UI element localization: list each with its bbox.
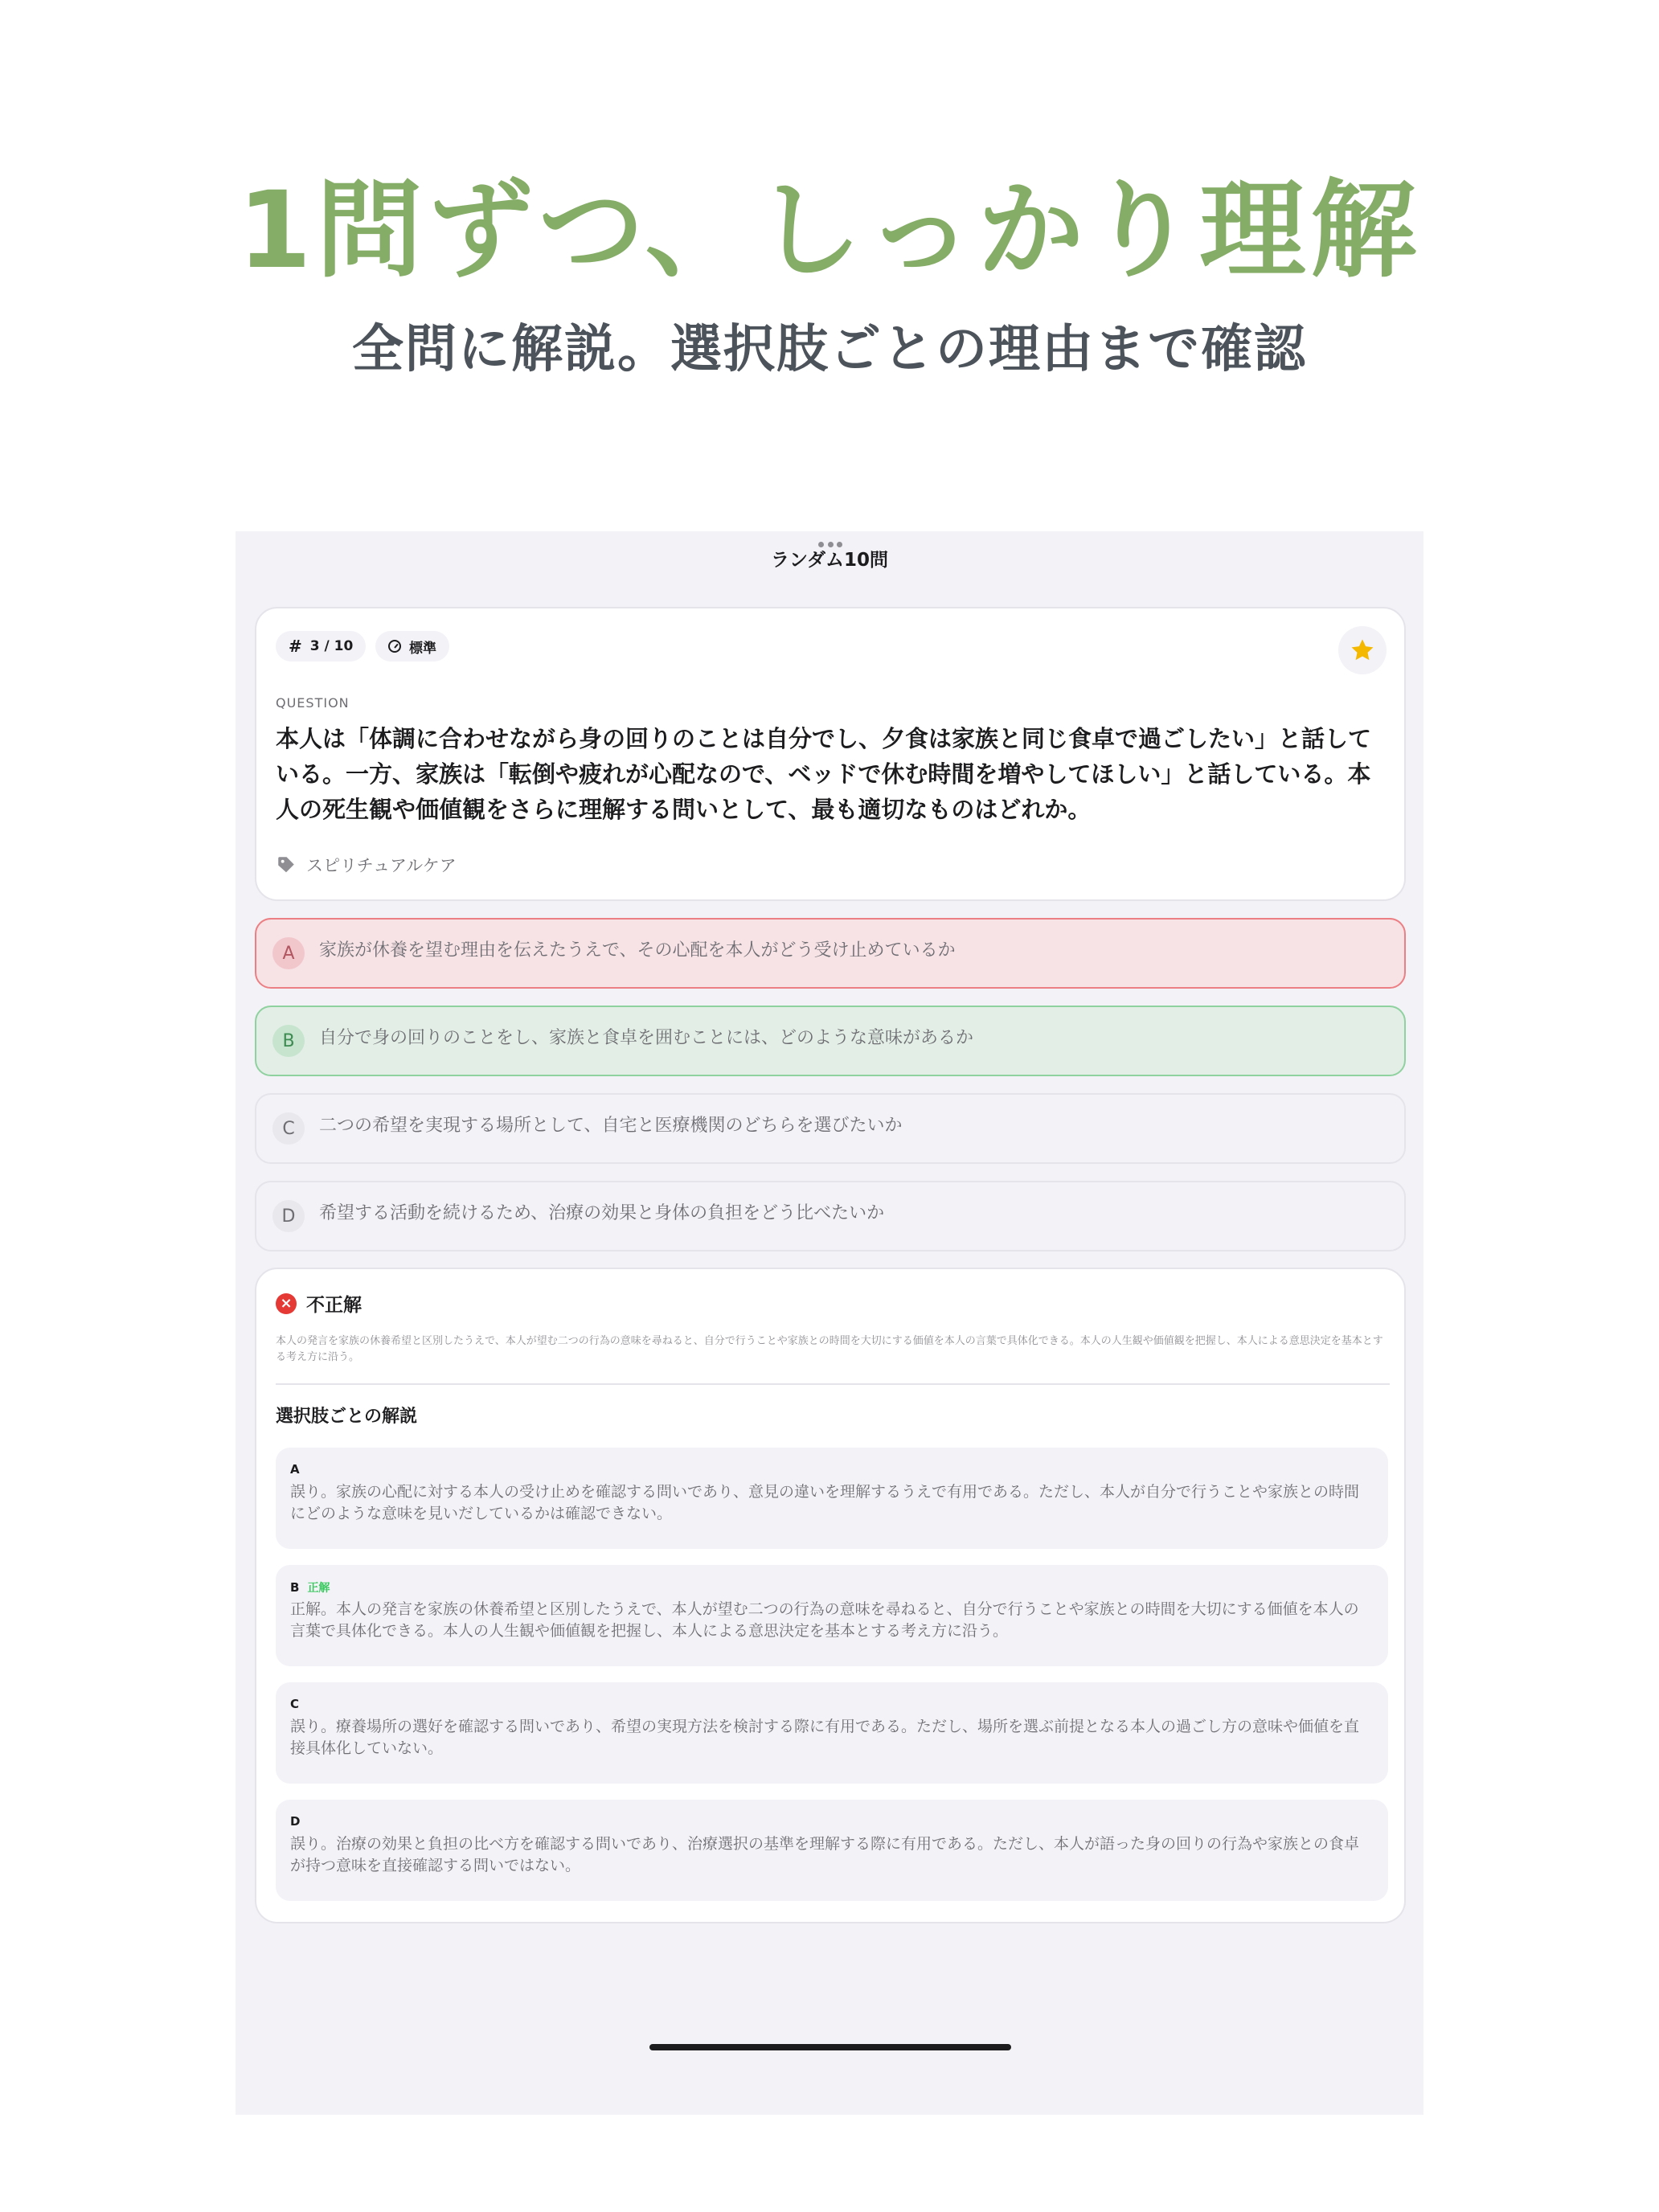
divider	[276, 1383, 1390, 1385]
explanation-card	[255, 1268, 1406, 1923]
explanation-text: 誤り。治療の効果と負担の比べ方を確認する問いであり、治療選択の基準を理解する際に有用である。ただし、本人が語った身の回りの行為や家族との食卓が持つ意味を直接確認する問いではない。	[290, 1835, 1360, 1874]
option-text: 希望する活動を続けるため、治療の効果と身体の負担をどう比べたいか	[319, 1203, 885, 1223]
tag-icon	[276, 854, 297, 875]
option-a[interactable]	[255, 918, 1406, 989]
question-number-chip	[276, 631, 366, 662]
explanation-letter: C	[290, 1697, 300, 1711]
explanation-item-b	[276, 1565, 1388, 1666]
option-text: 自分で身の回りのことをし、家族と食卓を囲むことには、どのような意味があるか	[319, 1028, 974, 1048]
hero-title: 1問ずつ、しっかり理解	[237, 169, 1422, 293]
option-letter: C	[272, 1112, 305, 1145]
result-header	[276, 1290, 362, 1317]
result-label: 不正解	[306, 1295, 362, 1316]
correct-badge: 正解	[307, 1582, 330, 1595]
option-text: 二つの希望を実現する場所として、自宅と医療機関のどちらを選びたいか	[319, 1116, 903, 1136]
hash-icon: #	[289, 637, 302, 656]
option-d[interactable]	[255, 1181, 1406, 1251]
explanation-letter: B	[290, 1580, 300, 1595]
explanation-summary: 本人の発言を家族の休養希望と区別したうえで、本人が望む二つの行為の意味を尋ねると、自分で行うことや家族との時間を大切にする価値を本人の言葉で具体化できる。本人の人生観や価値観を把握し、本人による意思決定を基本とする考え方に沿う。	[276, 1335, 1383, 1363]
difficulty-label: 標準	[409, 640, 436, 657]
incorrect-icon: ×	[276, 1293, 297, 1314]
question-number: 3 / 10	[309, 638, 354, 654]
explanation-item-c	[276, 1682, 1388, 1784]
app-screen	[236, 531, 1423, 2115]
question-card	[255, 607, 1406, 901]
question-label: QUESTION	[276, 695, 350, 711]
option-letter: A	[272, 937, 305, 969]
option-letter: B	[272, 1025, 305, 1057]
option-text: 家族が休養を望む理由を伝えたうえで、その心配を本人がどう受け止めているか	[319, 940, 956, 961]
difficulty-chip	[375, 631, 449, 662]
category-label: スピリチュアルケア	[306, 856, 457, 875]
gauge-icon	[388, 640, 401, 653]
explanation-text: 誤り。療養場所の選好を確認する問いであり、希望の実現方法を検討する際に有用である。ただし、場所を選ぶ前提となる本人の過ごし方の意味や価値を直接具体化していない。	[290, 1718, 1360, 1757]
explanation-item-a	[276, 1448, 1388, 1549]
nav-title: ランダム10問	[770, 550, 889, 571]
explanation-letter: A	[290, 1462, 300, 1477]
star-icon	[1349, 637, 1376, 664]
favorite-button[interactable]	[1338, 626, 1387, 674]
explanation-text: 誤り。家族の心配に対する本人の受け止めを確認する問いであり、意見の違いを理解するうえで有用である。ただし、本人が自分で行うことや家族との時間にどのような意味を見いだしているかは確認できない。	[290, 1483, 1360, 1522]
section-title: 選択肢ごとの解説	[276, 1407, 418, 1427]
option-letter: D	[272, 1200, 305, 1232]
explanation-item-d	[276, 1800, 1388, 1901]
hero-subtitle: 全問に解説。選択肢ごとの理由まで確認	[352, 320, 1307, 379]
option-b[interactable]	[255, 1006, 1406, 1076]
question-text: 本人は「体調に合わせながら身の回りのことは自分でし、夕食は家族と同じ食卓で過ごしたい」と話している。一方、家族は「転倒や疲れが心配なので、ベッドで休む時間を増やしてほしい」と話している。本人の死生観や価値観をさらに理解する問いとして、最も適切なものはどれか。	[276, 725, 1372, 823]
explanation-text: 正解。本人の発言を家族の休養希望と区別したうえで、本人が望む二つの行為の意味を尋ねると、自分で行うことや家族との時間を大切にする価値を本人の言葉で具体化できる。本人の人生観や価値観を把握し、本人による意思決定を基本とする考え方に沿う。	[290, 1600, 1359, 1640]
explanation-letter: D	[290, 1814, 301, 1829]
option-c[interactable]	[255, 1093, 1406, 1164]
home-indicator[interactable]	[649, 2044, 1011, 2050]
category-tag	[276, 853, 457, 877]
